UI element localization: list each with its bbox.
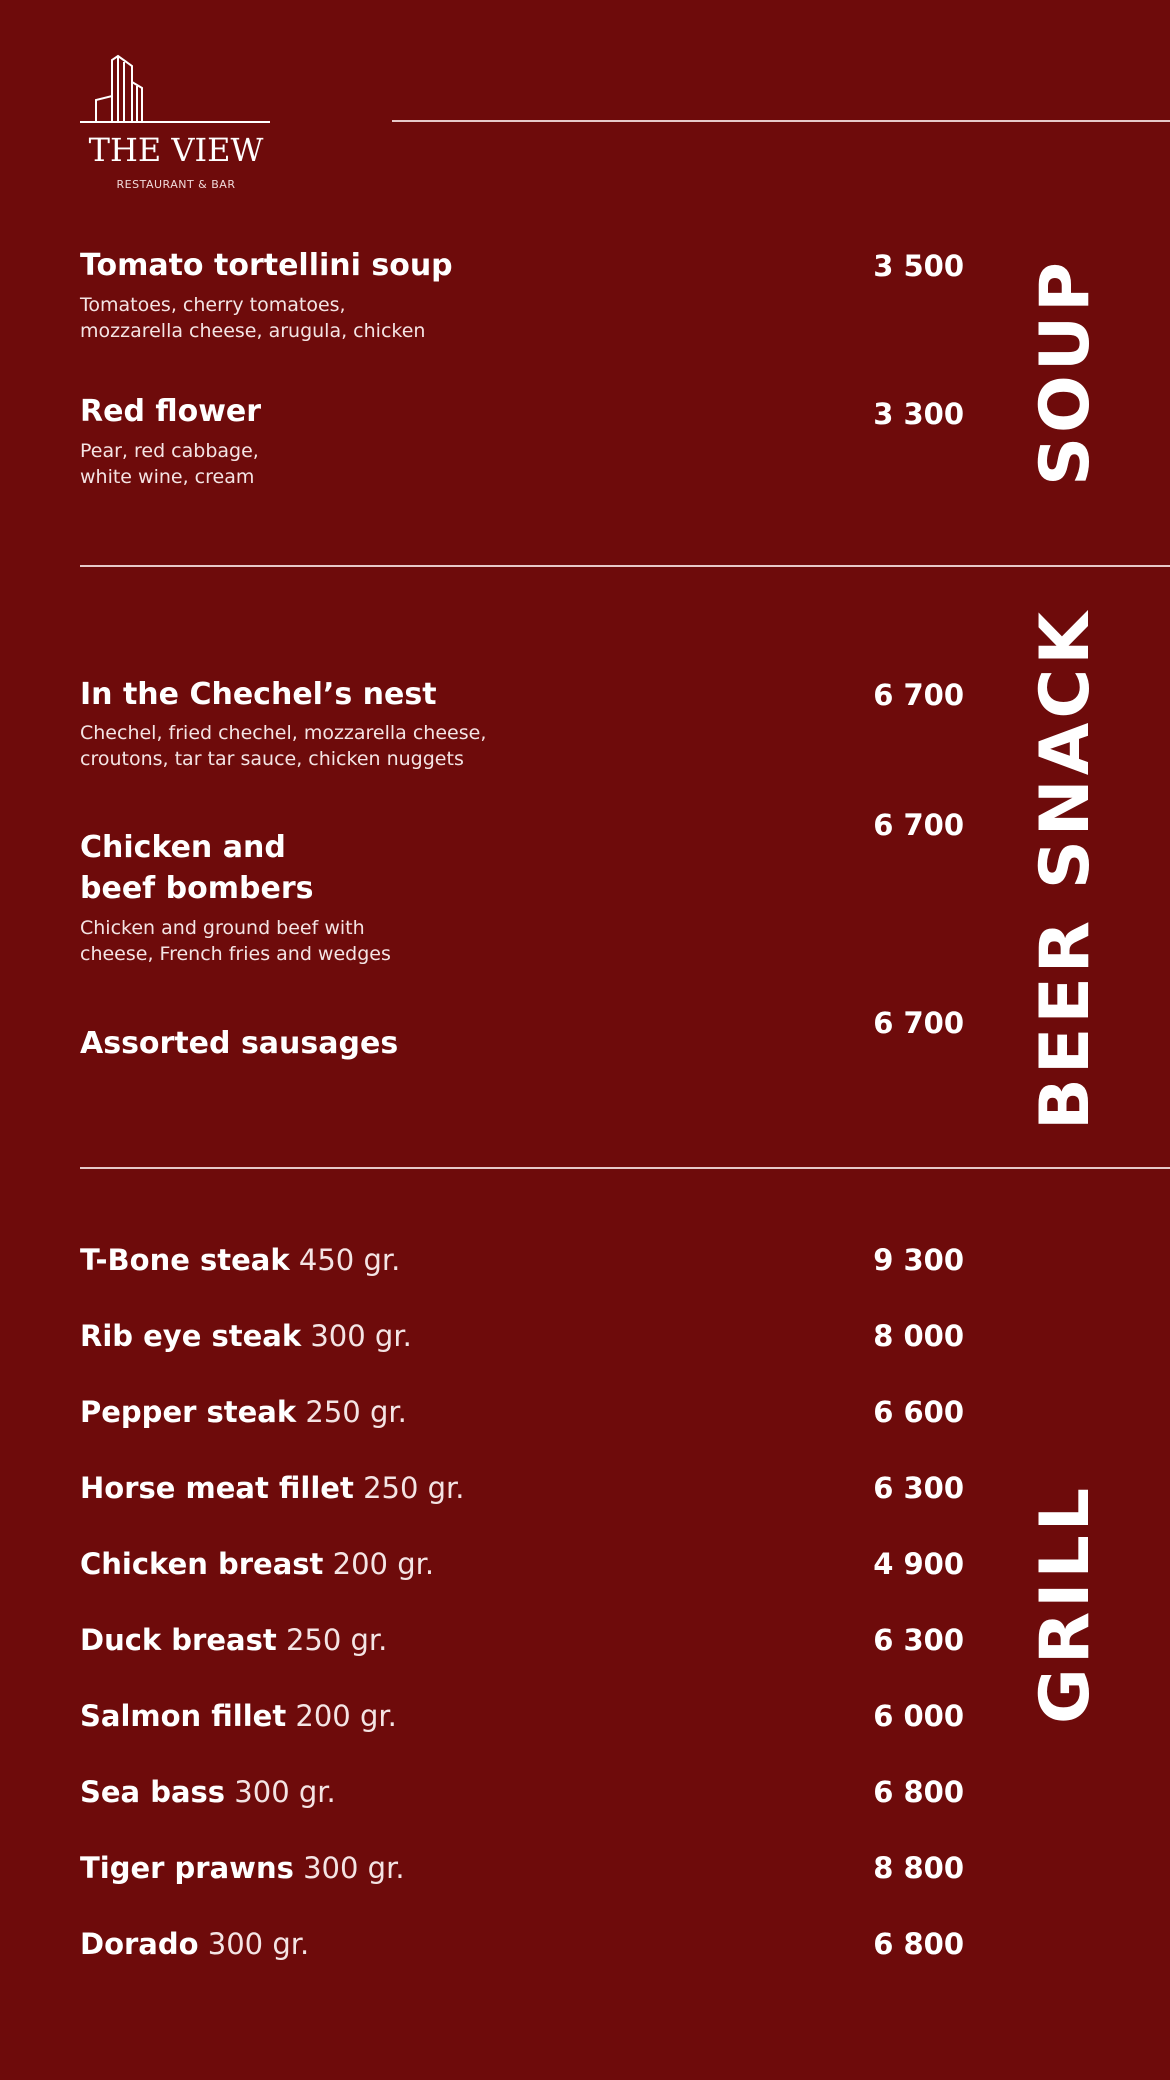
menu-item-price: 3 300	[873, 397, 964, 431]
menu-item-row	[80, 1544, 966, 1584]
menu-item-description: Pear, red cabbage,	[80, 440, 259, 462]
menu-item-price: 6 000	[873, 1699, 964, 1733]
header-divider	[392, 120, 1170, 122]
menu-item-description: cheese, French fries and wedges	[80, 943, 391, 965]
menu-item-description: white wine, cream	[80, 466, 255, 488]
section-divider	[80, 565, 1170, 567]
building-logo-icon	[80, 52, 272, 124]
menu-item-name: Salmon fillet	[80, 1699, 287, 1733]
menu-item-weight: 250 gr.	[285, 1623, 388, 1657]
menu-item-price: 8 000	[873, 1319, 964, 1353]
menu-item-price: 6 300	[873, 1623, 964, 1657]
menu-item-name: In the Chechel’s nest	[80, 677, 437, 712]
menu-item-row	[80, 1772, 966, 1812]
menu-item-price: 9 300	[873, 1243, 964, 1277]
menu-item-name: Tomato tortellini soup	[80, 248, 453, 283]
menu-item-price: 6 800	[873, 1775, 964, 1809]
menu-item-weight: 250 gr.	[305, 1395, 407, 1429]
menu-item-row	[80, 1316, 966, 1356]
menu-item-weight: 200 gr.	[295, 1699, 397, 1733]
menu-item-price: 6 800	[873, 1927, 964, 1961]
menu-item-price: 6 700	[873, 1006, 964, 1040]
menu-item-name: Horse meat fillet	[80, 1471, 354, 1505]
menu-item-row	[80, 1848, 966, 1888]
menu-item-name: Pepper steak	[80, 1395, 297, 1429]
menu-item-weight: 300 gr.	[303, 1851, 405, 1885]
menu-item-weight: 300 gr.	[234, 1775, 336, 1809]
section-label-beer-snack: BEER SNACK	[1026, 608, 1105, 1130]
menu-item-weight: 250 gr.	[363, 1471, 465, 1505]
menu-item-price: 6 700	[873, 808, 964, 842]
menu-item-name: Red flower	[80, 394, 262, 429]
menu-item-name: Dorado	[80, 1927, 199, 1961]
brand-tagline: RESTAURANT & BAR	[116, 178, 236, 191]
menu-item-weight: 200 gr.	[332, 1547, 435, 1581]
menu-item-row	[80, 1924, 966, 1964]
menu-item-name: Chicken breast	[80, 1547, 324, 1581]
menu-item-name: Assorted sausages	[80, 1026, 399, 1061]
menu-item-description: Chicken and ground beef with	[80, 917, 365, 939]
brand-name: THE VIEW	[88, 131, 264, 169]
menu-item-weight: 300 gr.	[310, 1319, 412, 1353]
menu-item-row	[80, 1240, 966, 1280]
menu-item-name: Chicken and	[80, 830, 286, 865]
menu-item-name: T-Bone steak	[80, 1243, 290, 1277]
menu-item-weight: 450 gr.	[298, 1243, 401, 1277]
menu-item-description: Tomatoes, cherry tomatoes,	[80, 294, 346, 316]
menu-item-row	[80, 1696, 966, 1736]
brand-logo	[80, 52, 280, 192]
menu-item-row	[80, 1392, 966, 1432]
menu-item-price: 4 900	[873, 1547, 964, 1581]
menu-item-name: Sea bass	[80, 1775, 226, 1809]
section-label-grill: GRILL	[1026, 1483, 1105, 1724]
menu-item-description: croutons, tar tar sauce, chicken nuggets	[80, 748, 464, 770]
menu-item-price: 6 600	[873, 1395, 964, 1429]
menu-item-description: mozzarella cheese, arugula, chicken	[80, 320, 426, 342]
menu-item-price: 6 300	[873, 1471, 964, 1505]
menu-item-name: Duck breast	[80, 1623, 277, 1657]
menu-item-price: 6 700	[873, 678, 964, 712]
menu-item-description: Chechel, fried chechel, mozzarella cheese,	[80, 722, 487, 744]
menu-item-name: beef bombers	[80, 871, 314, 906]
menu-item-row	[80, 1620, 966, 1660]
menu-item-name: Tiger prawns	[80, 1851, 294, 1885]
menu-item-name: Rib eye steak	[80, 1319, 302, 1353]
menu-item-weight: 300 gr.	[207, 1927, 310, 1961]
menu-item-price: 3 500	[873, 249, 964, 283]
menu-item-price: 8 800	[873, 1851, 964, 1885]
section-label-soup: SOUP	[1026, 258, 1105, 486]
menu-item-row	[80, 1468, 966, 1508]
section-divider	[80, 1167, 1170, 1169]
